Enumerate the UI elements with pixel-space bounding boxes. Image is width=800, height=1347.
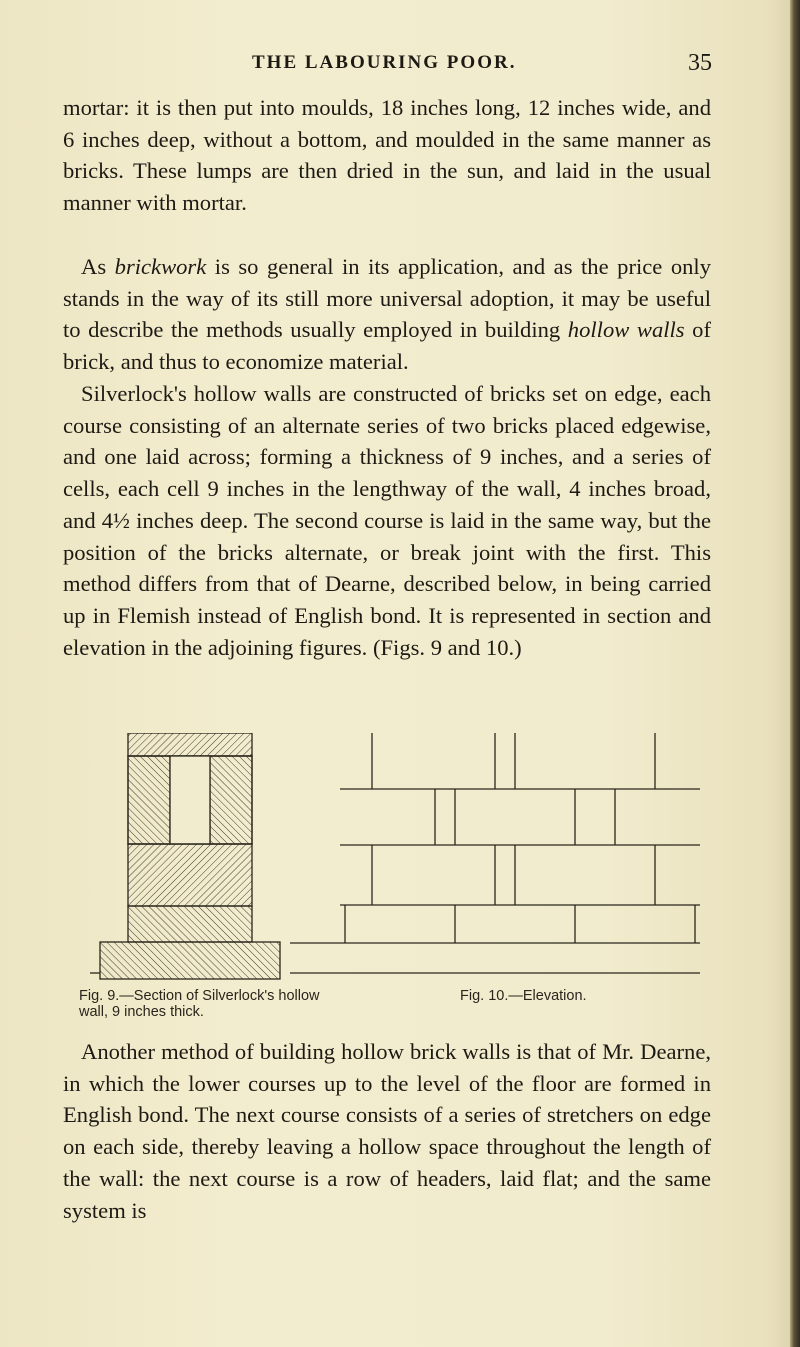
fig9-caption: Fig. 9.—Section of Silverlock's hollow wall, 9 inches thick.: [79, 988, 320, 1020]
fig9-hollow-upper: [170, 756, 210, 844]
emphasis-hollow-walls: hollow walls: [567, 317, 685, 343]
paragraph-mortar: mortar: it is then put into moulds, 18 inches long, 12 inches wide, and 6 inches deep, without a bottom, and moulded in the same manner as bricks. These lumps are then dried in the sun, and laid in the usual manner with mortar.: [63, 95, 711, 216]
paragraph-text: is so general in its application, and as the price only stands in the way of its still more universal adoption, it may be useful to describe the methods usually employed in building: [63, 254, 711, 343]
fig9-top-course: [128, 733, 252, 756]
paragraph-dearne: [63, 1036, 711, 1226]
paragraph-silverlock: [63, 378, 711, 663]
page-edge: [790, 0, 800, 1347]
fig9-cell-left: [128, 756, 170, 844]
paragraph-text: Silverlock's hollow walls are constructed of bricks set on edge, each course consisting of an alternate series of two bricks placed edgewise, and one laid across; forming a thickness of 9 inches, and a series of cells, each cell 9 inches in the lengthway of the wall, 4 inches broad, and 4½ inches deep. The second course is laid in the same way, but the position of the bricks alternate, or break joint with the first. This method differs from that of Dearne, described below, in being carried up in Flemish instead of English bond. It is represented in section and elevation in the adjoining figures. (Figs. 9 and 10.): [63, 381, 711, 660]
fig9-cell-right: [210, 756, 252, 844]
fig9-middle-course: [128, 844, 252, 906]
paragraph-text: Another method of building hollow brick walls is that of Mr. Dearne, in which the lower courses up to the level of the floor are formed in English bond. The next course consists of a series of stretchers on edge on each side, thereby leaving a hollow space throughout the length of the wall: the next course is a row of headers, laid flat; and the same system is: [63, 1039, 711, 1223]
page-number: 35: [688, 50, 712, 76]
figures-9-10: [60, 733, 720, 1033]
paragraph-brickwork: [63, 251, 711, 378]
running-head: THE LABOURING POOR.: [252, 52, 517, 73]
page-header: [0, 50, 800, 80]
fig9-lower-course: [128, 906, 252, 942]
fig9-footing: [100, 942, 280, 979]
emphasis-brickwork: brickwork: [114, 254, 207, 279]
fig10-caption: Fig. 10.—Elevation.: [460, 988, 587, 1004]
paragraph-text: of brick, and thus to economize material.: [63, 317, 711, 375]
paragraph-text: As: [81, 254, 107, 279]
fig10-elevation: [290, 733, 700, 973]
figure-drawings: [60, 733, 720, 988]
fig9-section: [90, 733, 280, 979]
